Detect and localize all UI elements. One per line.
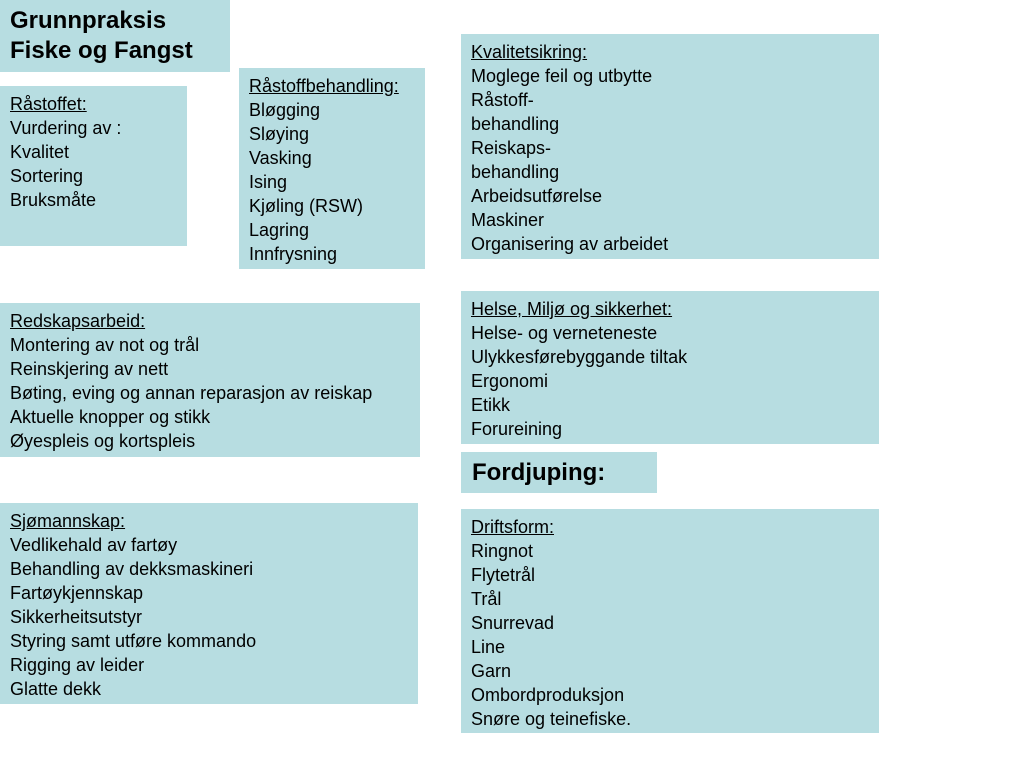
box-helse-miljo-sikkerhet [461,291,879,444]
list-item: Sløying [249,124,310,144]
box-redskapsarbeid [0,303,420,457]
list-item: Organisering av arbeidet [471,234,669,254]
list-item: Snøre og teinefiske. [471,709,632,729]
list-item: Ombordproduksjon [471,685,625,705]
list-item: Moglege feil og utbytte [471,66,653,86]
list-item: Glatte dekk [10,679,102,699]
list-item: Bruksmåte [10,190,97,210]
list-item: behandling [471,114,560,134]
list-item: Snurrevad [471,613,555,633]
list-item: Arbeidsutførelse [471,186,603,206]
box-rastoffet [0,86,187,246]
box-heading: Råstoffbehandling: [249,76,399,96]
list-item: Etikk [471,395,511,415]
list-item: Montering av not og trål [10,335,200,355]
list-item: Sortering [10,166,84,186]
list-item: Ising [249,172,288,192]
fordjuping-heading [461,452,657,493]
box-heading: Driftsform: [471,517,554,537]
box-heading: Kvalitetsikring: [471,42,588,62]
list-item: Reiskaps- [471,138,552,158]
list-item: Ulykkesførebyggande tiltak [471,347,688,367]
list-item: Behandling av dekksmaskineri [10,559,254,579]
box-rastoffbehandling [239,68,425,269]
list-item: Ringnot [471,541,534,561]
list-item: Vedlikehald av fartøy [10,535,178,555]
slide-title [0,0,230,72]
box-sjomannskap [0,503,418,704]
list-item: Ergonomi [471,371,549,391]
list-item: Vasking [249,148,312,168]
list-item: Lagring [249,220,310,240]
box-heading: Sjømannskap: [10,511,126,531]
list-item: Garn [471,661,512,681]
list-item: Aktuelle knopper og stikk [10,407,211,427]
list-item: Line [471,637,506,657]
list-item: Helse- og verneteneste [471,323,658,343]
list-item: Styring samt utføre kommando [10,631,257,651]
title-line-2: Fiske og Fangst [10,37,193,64]
box-kvalitetsikring [461,34,879,259]
list-item: Forureining [471,419,563,439]
list-item: Råstoff- [471,90,534,110]
list-item: Bløgging [249,100,321,120]
fordjuping-label: Fordjuping: [472,459,606,486]
box-heading: Helse, Miljø og sikkerhet: [471,299,673,319]
title-line-1: Grunnpraksis [10,7,167,34]
list-item: Trål [471,589,502,609]
box-heading: Råstoffet: [10,94,87,114]
list-item: Maskiner [471,210,545,230]
box-driftsform [461,509,879,733]
list-item: Innfrysning [249,244,338,264]
list-item: Vurdering av : [10,118,122,138]
list-item: Rigging av leider [10,655,145,675]
list-item: Fartøykjennskap [10,583,144,603]
list-item: Kvalitet [10,142,70,162]
box-heading: Redskapsarbeid: [10,311,146,331]
list-item: Flytetrål [471,565,536,585]
list-item: Kjøling (RSW) [249,196,364,216]
list-item: Reinskjering av nett [10,359,169,379]
list-item: Øyespleis og kortspleis [10,431,196,451]
list-item: Bøting, eving og annan reparasjon av reiskap [10,383,373,403]
list-item: Sikkerheitsutstyr [10,607,143,627]
list-item: behandling [471,162,560,182]
